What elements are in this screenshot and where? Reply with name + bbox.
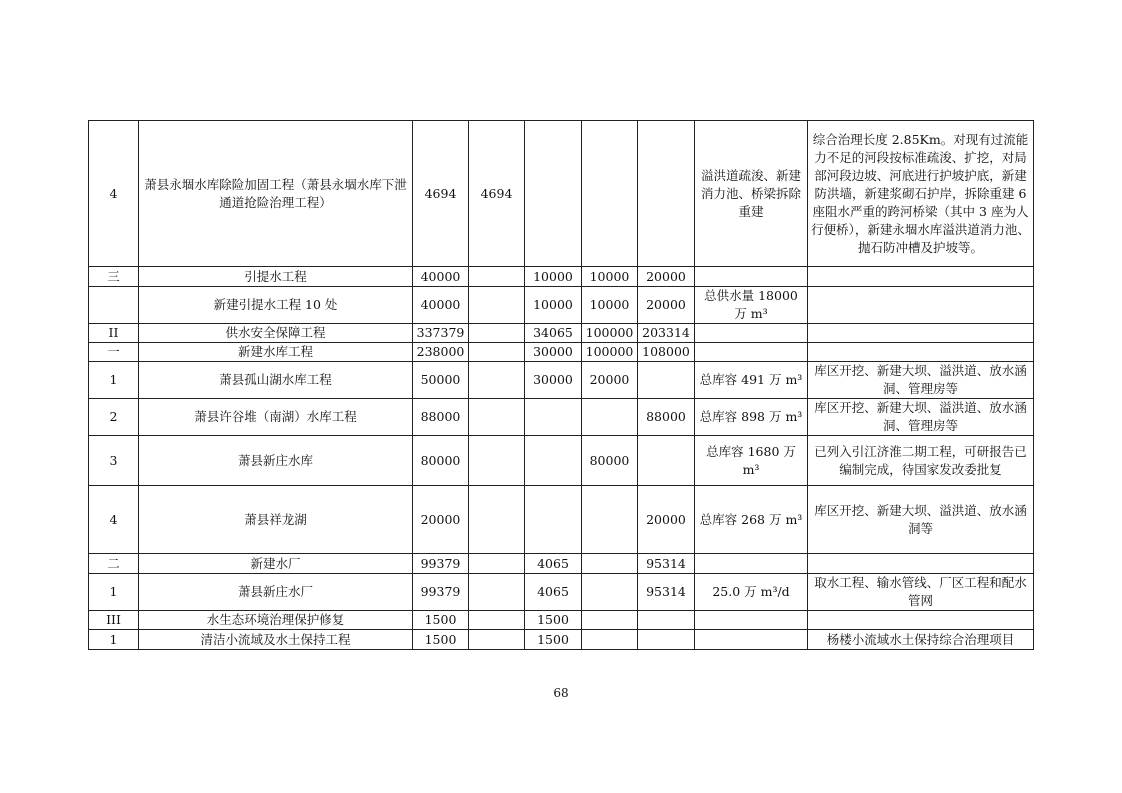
construction-scale — [695, 324, 808, 343]
project-name: 萧县祥龙湖 — [139, 486, 413, 554]
table-row — [89, 287, 1034, 324]
total-investment: 4694 — [413, 121, 469, 267]
construction-scale: 25.0 万 m³/d — [695, 574, 808, 611]
total-investment: 40000 — [413, 287, 469, 324]
page-number: 68 — [553, 686, 569, 700]
total-investment: 20000 — [413, 486, 469, 554]
investment-col-4: 20000 — [638, 486, 695, 554]
table-row — [89, 399, 1034, 436]
total-investment: 1500 — [413, 630, 469, 650]
investment-col-1 — [469, 399, 525, 436]
total-investment: 80000 — [413, 436, 469, 486]
investment-col-1: 4694 — [469, 121, 525, 267]
investment-col-3: 10000 — [582, 287, 638, 324]
table-row — [89, 486, 1034, 554]
total-investment: 1500 — [413, 611, 469, 630]
project-name: 萧县许谷堆（南湖）水库工程 — [139, 399, 413, 436]
investment-col-1 — [469, 324, 525, 343]
construction-scale: 总库容 268 万 m³ — [695, 486, 808, 554]
investment-col-4: 108000 — [638, 343, 695, 362]
project-name: 新建水库工程 — [139, 343, 413, 362]
investment-col-1 — [469, 611, 525, 630]
investment-col-4 — [638, 611, 695, 630]
investment-col-3: 100000 — [582, 343, 638, 362]
construction-content — [808, 343, 1034, 362]
table-row — [89, 362, 1034, 399]
investment-col-1 — [469, 267, 525, 287]
investment-col-2: 1500 — [525, 611, 582, 630]
investment-col-4 — [638, 630, 695, 650]
construction-scale: 溢洪道疏浚、新建消力池、桥梁拆除重建 — [695, 121, 808, 267]
investment-col-3 — [582, 121, 638, 267]
table-row — [89, 630, 1034, 650]
row-number: 一 — [89, 343, 139, 362]
construction-scale: 总库容 491 万 m³ — [695, 362, 808, 399]
construction-scale: 总供水量 18000 万 m³ — [695, 287, 808, 324]
table-row — [89, 436, 1034, 486]
investment-col-1 — [469, 362, 525, 399]
investment-col-4: 95314 — [638, 574, 695, 611]
investment-col-2: 10000 — [525, 267, 582, 287]
row-number: II — [89, 324, 139, 343]
construction-scale — [695, 267, 808, 287]
investment-col-3 — [582, 399, 638, 436]
total-investment: 88000 — [413, 399, 469, 436]
total-investment: 99379 — [413, 554, 469, 574]
total-investment: 238000 — [413, 343, 469, 362]
construction-scale: 总库容 1680 万 m³ — [695, 436, 808, 486]
table-row — [89, 343, 1034, 362]
investment-col-3 — [582, 486, 638, 554]
construction-content — [808, 287, 1034, 324]
row-number: 1 — [89, 362, 139, 399]
construction-scale: 总库容 898 万 m³ — [695, 399, 808, 436]
table-body — [89, 121, 1034, 650]
project-name: 萧县新庄水库 — [139, 436, 413, 486]
investment-col-4: 20000 — [638, 267, 695, 287]
construction-content — [808, 554, 1034, 574]
total-investment: 337379 — [413, 324, 469, 343]
investment-col-2: 4065 — [525, 554, 582, 574]
investment-col-1 — [469, 436, 525, 486]
investment-col-3: 80000 — [582, 436, 638, 486]
row-number: 3 — [89, 436, 139, 486]
construction-scale — [695, 611, 808, 630]
construction-content: 库区开挖、新建大坝、溢洪道、放水涵洞、管理房等 — [808, 399, 1034, 436]
row-number — [89, 287, 139, 324]
investment-col-2 — [525, 121, 582, 267]
row-number: 2 — [89, 399, 139, 436]
project-name: 新建引提水工程 10 处 — [139, 287, 413, 324]
investment-col-3: 100000 — [582, 324, 638, 343]
investment-col-3 — [582, 630, 638, 650]
row-number: 4 — [89, 486, 139, 554]
construction-content — [808, 611, 1034, 630]
investment-col-3 — [582, 554, 638, 574]
project-name: 清洁小流域及水土保持工程 — [139, 630, 413, 650]
investment-col-1 — [469, 554, 525, 574]
project-table — [88, 120, 1034, 650]
construction-content: 取水工程、输水管线、厂区工程和配水管网 — [808, 574, 1034, 611]
row-number: 1 — [89, 630, 139, 650]
project-name: 萧县永堌水库除险加固工程（萧县永堌水库下泄通道抢险治理工程） — [139, 121, 413, 267]
construction-scale — [695, 343, 808, 362]
table-row — [89, 267, 1034, 287]
construction-content: 已列入引江济淮二期工程，可研报告已编制完成，待国家发改委批复 — [808, 436, 1034, 486]
total-investment: 50000 — [413, 362, 469, 399]
investment-col-3 — [582, 611, 638, 630]
investment-col-4: 95314 — [638, 554, 695, 574]
row-number: 1 — [89, 574, 139, 611]
table-row — [89, 554, 1034, 574]
construction-content — [808, 324, 1034, 343]
table-row — [89, 324, 1034, 343]
investment-col-2: 30000 — [525, 343, 582, 362]
project-name: 供水安全保障工程 — [139, 324, 413, 343]
row-number: 4 — [89, 121, 139, 267]
investment-col-2: 10000 — [525, 287, 582, 324]
construction-content: 杨楼小流域水土保持综合治理项目 — [808, 630, 1034, 650]
construction-content: 综合治理长度 2.85Km。对现有过流能力不足的河段按标准疏浚、扩挖，对局部河段边坡、河底进行护坡护底，新建防洪墙，新建浆砌石护岸，拆除重建 6 座阻水严重的跨河桥梁（其中 3 座为人行便桥），新建永堌水库溢洪道消力池、抛石防冲槽及护坡等。 — [808, 121, 1034, 267]
investment-col-4 — [638, 121, 695, 267]
investment-col-1 — [469, 630, 525, 650]
investment-col-3: 20000 — [582, 362, 638, 399]
investment-col-4 — [638, 436, 695, 486]
construction-content: 库区开挖、新建大坝、溢洪道、放水涵洞、管理房等 — [808, 362, 1034, 399]
investment-col-2: 34065 — [525, 324, 582, 343]
project-name: 引提水工程 — [139, 267, 413, 287]
investment-col-2: 4065 — [525, 574, 582, 611]
row-number: 三 — [89, 267, 139, 287]
row-number: III — [89, 611, 139, 630]
investment-col-1 — [469, 486, 525, 554]
total-investment: 40000 — [413, 267, 469, 287]
investment-col-1 — [469, 287, 525, 324]
project-name: 萧县孤山湖水库工程 — [139, 362, 413, 399]
investment-col-3: 10000 — [582, 267, 638, 287]
construction-scale — [695, 630, 808, 650]
project-name: 水生态环境治理保护修复 — [139, 611, 413, 630]
investment-col-2 — [525, 486, 582, 554]
total-investment: 99379 — [413, 574, 469, 611]
construction-content — [808, 267, 1034, 287]
investment-col-4 — [638, 362, 695, 399]
investment-col-4: 88000 — [638, 399, 695, 436]
construction-content: 库区开挖、新建大坝、溢洪道、放水涵洞等 — [808, 486, 1034, 554]
construction-scale — [695, 554, 808, 574]
investment-col-4: 20000 — [638, 287, 695, 324]
project-name: 萧县新庄水厂 — [139, 574, 413, 611]
table-row — [89, 611, 1034, 630]
table-row — [89, 121, 1034, 267]
investment-col-3 — [582, 574, 638, 611]
table-row — [89, 574, 1034, 611]
investment-col-1 — [469, 343, 525, 362]
investment-col-2 — [525, 436, 582, 486]
investment-col-1 — [469, 574, 525, 611]
investment-col-2: 1500 — [525, 630, 582, 650]
row-number: 二 — [89, 554, 139, 574]
project-name: 新建水厂 — [139, 554, 413, 574]
investment-col-2 — [525, 399, 582, 436]
investment-col-2: 30000 — [525, 362, 582, 399]
investment-col-4: 203314 — [638, 324, 695, 343]
